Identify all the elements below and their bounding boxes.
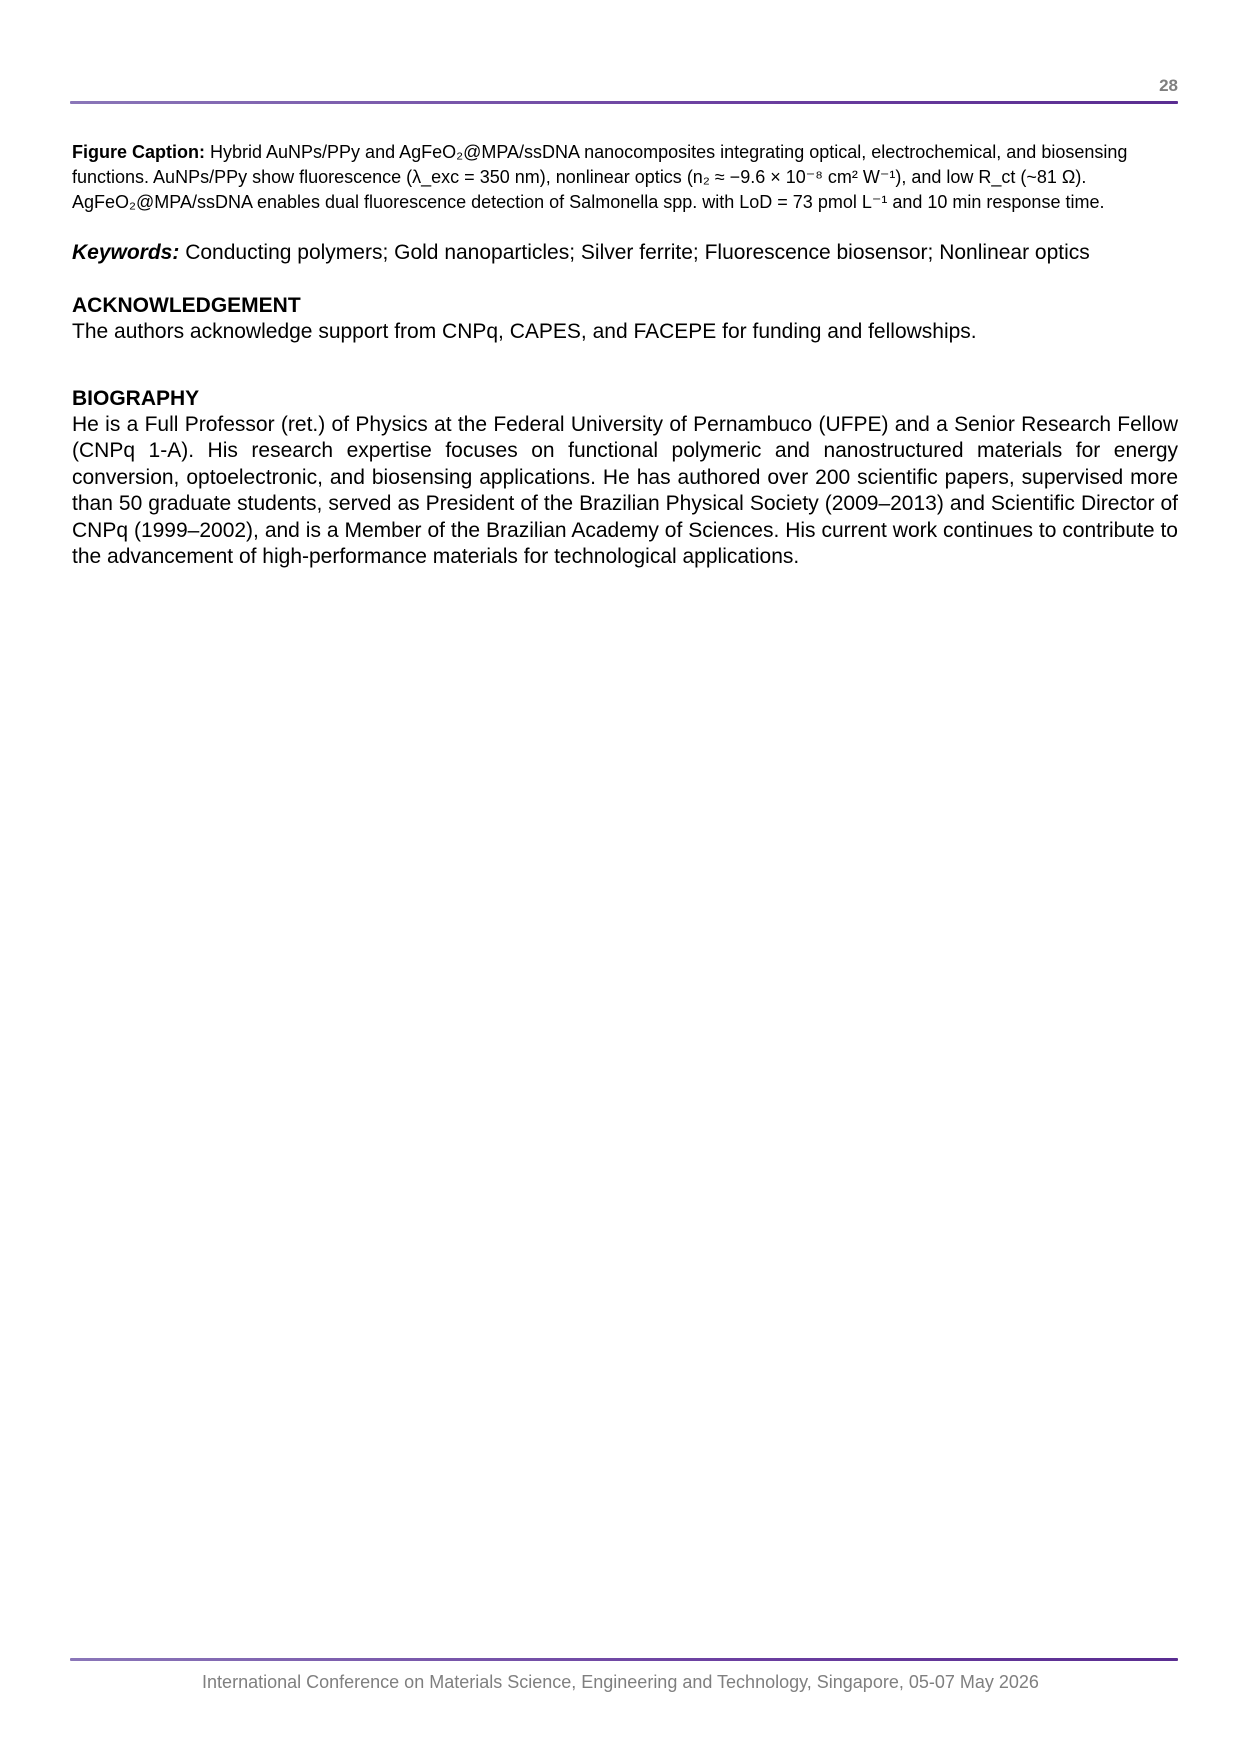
- biography-heading: BIOGRAPHY: [72, 386, 200, 410]
- footer-text: International Conference on Materials Science, Engineering and Technology, Singapore, 05-07 May 2026: [202, 1672, 1039, 1692]
- keywords: [72, 239, 1178, 266]
- figure-caption-text: Hybrid AuNPs/PPy and AgFeO₂@MPA/ssDNA nanocomposites integrating optical, electrochemical, and biosensing functions. AuNPs/PPy show fluorescence (λ_exc = 350 nm), nonlinear optics (n₂ ≈ −9.6 × 10⁻⁸ cm² W⁻¹), and low R_ct (~81 Ω). AgFeO₂@MPA/ssDNA enables dual fluorescence detection of Salmonella spp. with LoD = 73 pmol L⁻¹ and 10 min response time.: [72, 142, 1128, 212]
- keywords-label: Keywords:: [72, 241, 180, 264]
- biography-text: He is a Full Professor (ret.) of Physics at the Federal University of Pernambuco (UFPE) and a Senior Research Fellow (CNPq 1-A). His research expertise focuses on functional polymeric and nanostructured materials for energy conversion, optoelectronic, and biosensing applications. He has authored over 200 scientific papers, supervised more than 50 graduate students, served as President of the Brazilian Physical Society (2009–2013) and Scientific Director of CNPq (1999–2002), and is a Member of the Brazilian Academy of Sciences. His current work continues to contribute to the advancement of high-performance materials for technological applications.: [72, 412, 1178, 568]
- keywords-text: Conducting polymers; Gold nanoparticles; Silver ferrite; Fluorescence biosensor; Nonlinear optics: [179, 241, 1090, 264]
- header-divider: [70, 101, 1178, 104]
- acknowledgement-heading: ACKNOWLEDGEMENT: [72, 294, 301, 317]
- page-content: [72, 140, 1178, 571]
- figure-caption-label: Figure Caption:: [72, 142, 205, 162]
- acknowledgement-text: The authors acknowledge support from CNPq, CAPES, and FACEPE for funding and fellowships.: [72, 320, 977, 343]
- figure-caption: [72, 140, 1178, 215]
- footer-divider: [70, 1658, 1178, 1661]
- page-number: 28: [1159, 76, 1178, 95]
